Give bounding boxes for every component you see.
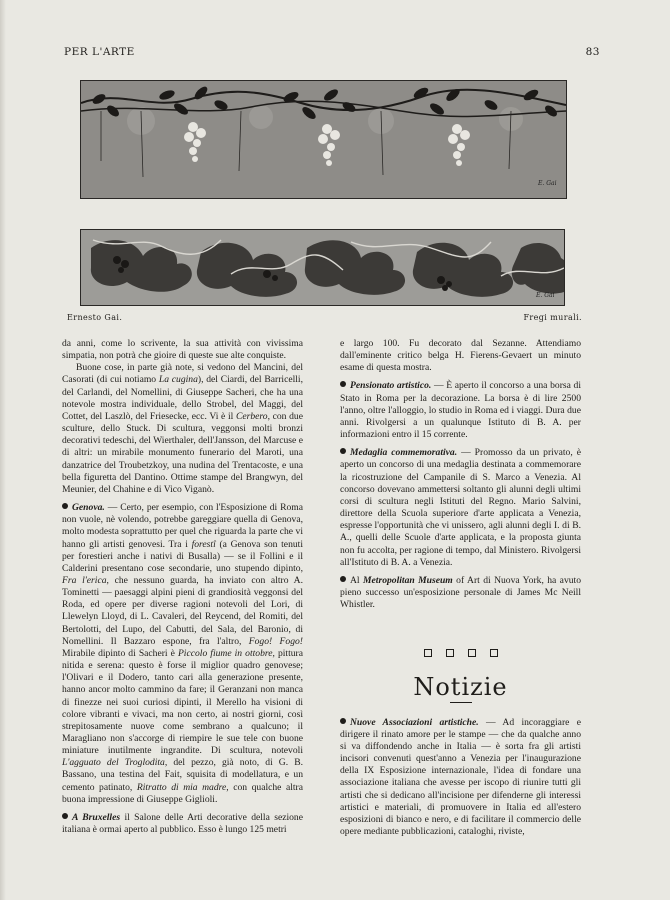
square-ornament-icon	[468, 649, 476, 657]
running-header	[64, 46, 600, 60]
paragraph-bruxelles: A Bruxelles il Salone delle Arti decorative della sezione italiana è ormai aperto al pubblico. Esso è lungo 125 metri	[62, 811, 303, 836]
journal-title: PER L'ARTE	[64, 46, 135, 58]
square-ornament-icon	[424, 649, 432, 657]
artist-caption: Ernesto Gai.	[67, 313, 123, 322]
frieze-signature-top: E. Gai	[538, 180, 557, 187]
bullet-icon	[62, 503, 68, 509]
bullet-icon	[340, 718, 346, 724]
paragraph-genova: Genova. — Certo, per esempio, con l'Esposizione di Roma non vuole, nè volendo, potrebbe gareggiare quella di Genova, molto modesta soprattutto per quel che riguarda la parte che vi hanno gli artisti genovesi. Tra i forestî (a Genova son tenuti per forestieri anche i nativi di Busalla) — se il Follini e il Calderini presentano cose secondarie, uno stupendo dipinto, Fra l'erica, che nessuno guarda, ha inviato con altro A. Tominetti — paesaggi alpini pieni di grandiosità veggonsi del Roda, ed opere per diverse ragioni notevoli del Lori, di Llewelyn Lloyd, di L. Cavaleri, del Reycend, del Romiti, del Bertolotti, del Lupo, del Cabutti, del Sala, del Baronio, di Nomellini. Il Bazzaro espone, fra l'altro, Fogo! Fogo! Mirabile dipinto di Sacheri è Piccolo fiume in ottobre, pittura nitida e serena: questo è forse il miglior quadro genovese; l'Olivari e il Dodero, tanto cari alla generazione presente, hanno ancor molto cammino da fare; il Geranzani non manca di finezze nei suoi curiosi dipinti, il Merello ha visioni di colore vibranti e vivaci, ma non certo, ai nostri giorni, così strepitosamente nuove come sembrano a qualcuno; il Maragliano non s'accorge di riempire le sue tele con buone miniature inutilmente ingrandite. Di scultura, notevoli L'agguato del Troglodita, del pezzo, già noto, di G. B. Bassano, una testina del Fait, squisita di modellatura, e un cemento patinato, Ritratto di mia madre, con qualche altra buona impressione di Giuseppe Giglioli.	[62, 502, 304, 805]
wisteria-frieze-illustration	[80, 80, 567, 199]
paragraph-bruxelles-cont: e largo 100. Fu decorato dal Sezanne. Attendiamo dall'eminente critico belga H. Fierens-Gevaert un minuto esame di questa mostra.	[340, 338, 581, 374]
section-divider-squares	[340, 649, 581, 661]
figure-caption: Fregi murali.	[523, 313, 582, 322]
leaf-frieze-illustration	[80, 229, 565, 306]
paragraph-medaglia: Medaglia commemorativa. — Promosso da un privato, è aperto un concorso di una medaglia destinata a commemorare la ricostruzione del Campanile di S. Marco a Venezia. Al concorso dovevano ammettersi soltanto gli alunni degli ultimi corsi di scultura negli Istituti del Regno. Mario Salvini, direttore della Scuola superiore d'arte applicata a Venezia, espresse l'opportunità che vi unissero, agli alunni degli I. di B. A., quelli delle Scuole d'arte applicata, e la proposta giunta non fu accolta, per ragione di tempo, dal Ministero. Rivolgersi all'Istituto di B. A. a Venezia.	[340, 447, 581, 568]
paragraph-metropolitan: Al Metropolitan Museum of Art di Nuova York, ha avuto pieno successo un'esposizione personale di James Mc Neill Whistler.	[340, 574, 581, 611]
square-ornament-icon	[490, 649, 498, 657]
page-edge	[0, 0, 6, 900]
frieze-signature-bottom: E. Gai	[536, 292, 555, 299]
section-title: Notizie	[413, 673, 508, 702]
square-ornament-icon	[446, 649, 454, 657]
paragraph-intro: da anni, come lo scrivente, la sua attività con vivissima simpatia, non potrà che gioire di queste sue alte conquiste.	[62, 338, 303, 362]
left-column	[62, 338, 303, 836]
paragraph-buone-cose: Buone cose, in parte già note, si vedono del Mancini, del Casorati (di cui notiamo La cugina), del Ciardi, del Barricelli, del Carlandi, del Nomellini, di Giuseppe Sacheri, che ha una notevole mostra individuale, dello Strobel, del Maggi, del Cottet, del Laszlò, del Friesecke, ecc. Vi è il Cerbero, con due sculture, dello Stuck. Di scultura, veggonsi molti bronzi decorativi tedeschi, del Wierthaler, dell'Jansson, del Marcuse e di altri: un mirabile monumento funerario del Maroti, una danzatrice del Troubetzkoy, una nudina del Trentacoste, e una bella figuretta del Dantino. Ottime stampe del Brangwyn, del Meunier, del Chahine e di Vico Viganò.	[62, 362, 303, 495]
paragraph-pensionato: Pensionato artistico. — È aperto il concorso a una borsa di Stato in Roma per la decorazione. La borsa è di lire 2500 l'anno, oltre l'alloggio, lo studio in Roma ed i viaggi. Dura due anni. Rivolgersi a un qualunque Istituto di B. A. per informazioni entro il 15 corrente.	[340, 380, 581, 441]
title-rule	[450, 702, 472, 703]
bullet-icon	[340, 576, 346, 582]
paragraph-nuove-associazioni: Nuove Associazioni artistiche. — Ad incoraggiare e dirigere il rinato amore per le stampe — che da qualche anno si va diffondendo anche in Italia — è sorta fra gli artisti incisori convenuti quest'anno a Venezia per l'inaugurazione della IX Esposizione internazionale, l'idea di fondare una associazione italiana che avesse per iscopo di riunire tutti gli artisti che si dedicano all'incisione per difenderne gli interessi artistici e materiali, di promuovere in Italia ed all'estero esposizioni di bianco e nero, e di facilitare il commercio delle opere mediante pubblicazioni, cataloghi, riviste,	[340, 716, 581, 837]
page-number: 83	[585, 46, 600, 58]
bullet-icon	[340, 448, 346, 454]
bullet-icon	[340, 381, 346, 387]
bullet-icon	[62, 813, 68, 819]
right-column	[340, 338, 581, 838]
